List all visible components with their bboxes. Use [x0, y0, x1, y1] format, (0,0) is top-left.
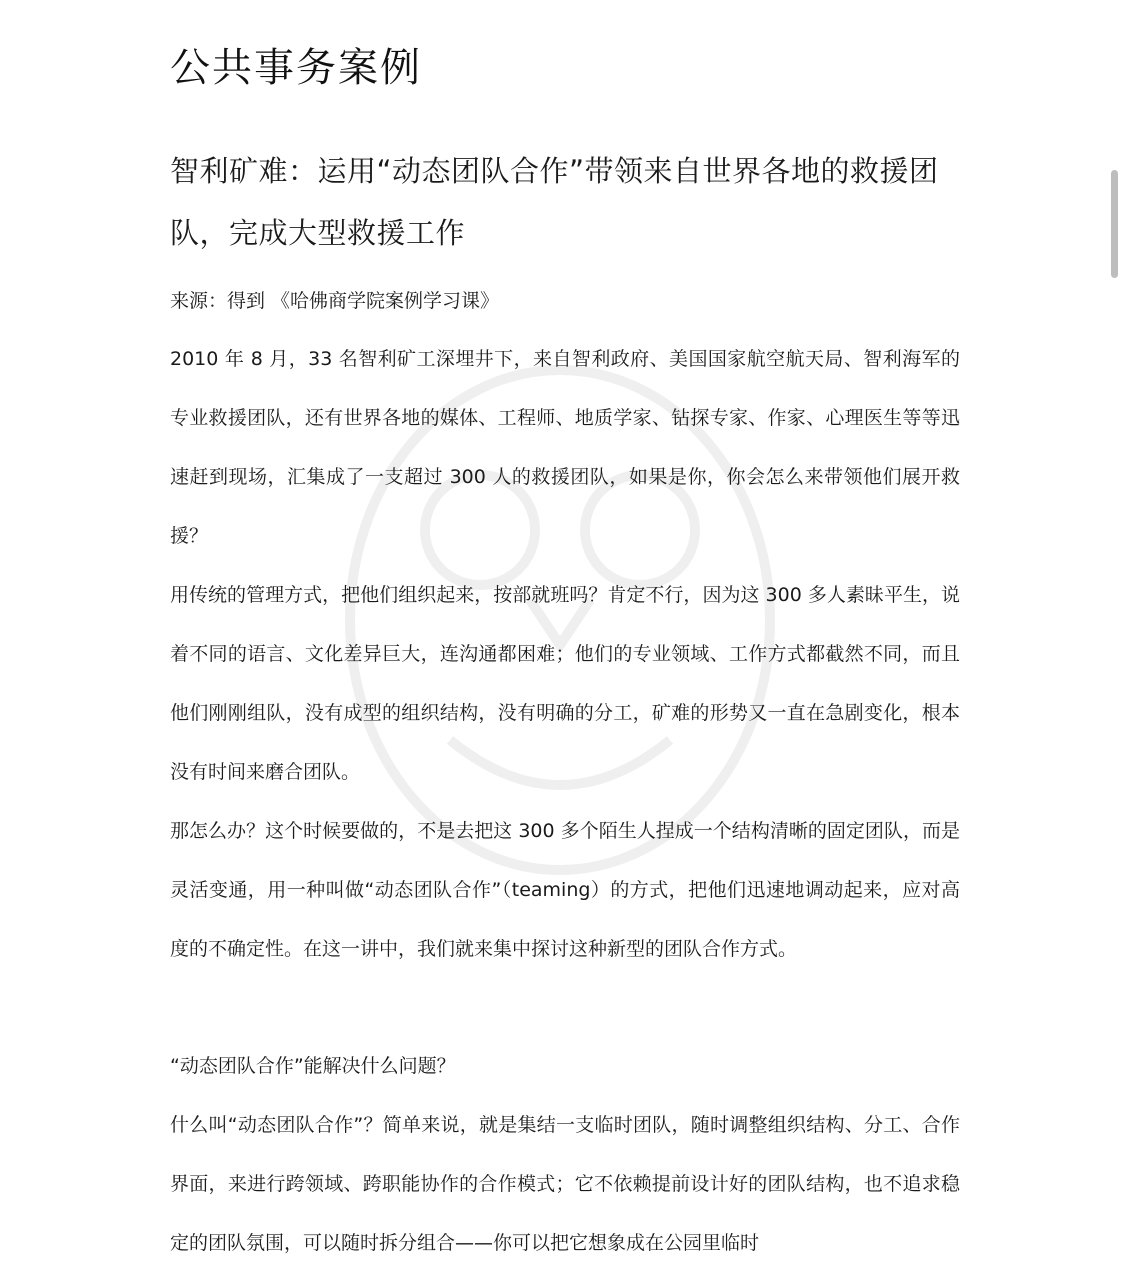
source-line: 来源：得到 《哈佛商学院案例学习课》: [170, 290, 500, 312]
paragraph-3: 那怎么办？这个时候要做的，不是去把这 300 多个陌生人捏成一个结构清晰的固定团队，而是灵活变通，用一种叫做“动态团队合作”（teaming）的方式，把他们迅速地调动起来，应对高度的不确定性。在这一讲中，我们就来集中探讨这种新型的团队合作方式。: [170, 820, 960, 960]
case-title: 智利矿难：运用“动态团队合作”带领来自世界各地的救援团队，完成大型救援工作: [170, 154, 939, 250]
paragraph-4: 什么叫“动态团队合作”？简单来说，就是集结一支临时团队，随时调整组织结构、分工、合作界面，来进行跨领域、跨职能协作的合作模式；它不依赖提前设计好的团队结构，也不追求稳定的团队氛围，可以随时拆分组合——你可以把它想象成在公园里临时: [170, 1114, 960, 1254]
paragraph-1: 2010 年 8 月，33 名智利矿工深埋井下，来自智利政府、美国国家航空航天局、智利海军的专业救援团队，还有世界各地的媒体、工程师、地质学家、钻探专家、作家、心理医生等等迅速赶到现场，汇集成了一支超过 300 人的救援团队，如果是你，你会怎么来带领他们展开救援？: [170, 348, 960, 547]
vertical-scrollbar[interactable]: [1103, 0, 1125, 1273]
section-subheading: “动态团队合作”能解决什么问题？: [170, 1055, 456, 1077]
document-title: 公共事务案例: [170, 45, 422, 91]
scrollbar-thumb[interactable]: [1111, 170, 1118, 278]
paragraph-2: 用传统的管理方式，把他们组织起来，按部就班吗？肯定不行，因为这 300 多人素昧平生，说着不同的语言、文化差异巨大，连沟通都困难；他们的专业领域、工作方式都截然不同，而且他们刚刚组队，没有成型的组织结构，没有明确的分工，矿难的形势又一直在急剧变化，根本没有时间来磨合团队。: [170, 584, 960, 783]
